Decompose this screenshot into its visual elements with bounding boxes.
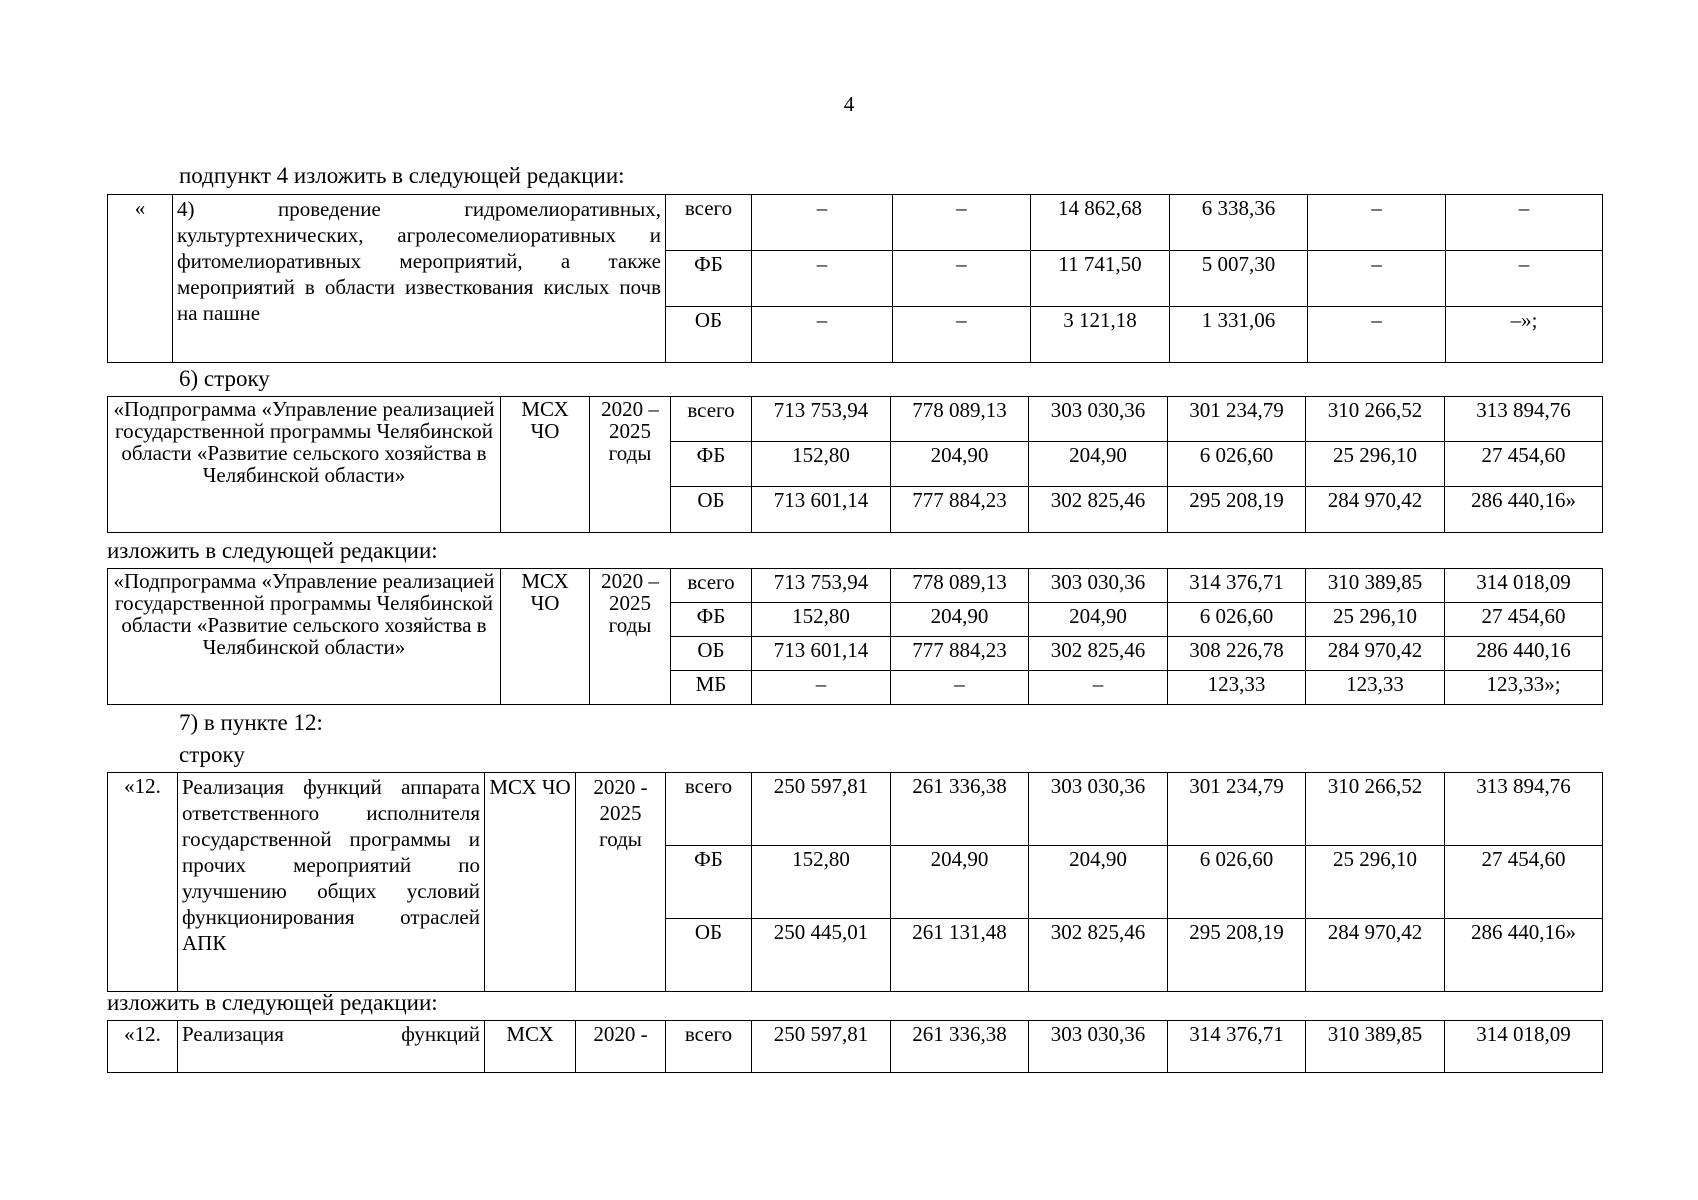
value-cell: 302 825,46 <box>1029 919 1168 992</box>
item-number: «12. <box>108 773 178 992</box>
funding-type: всего <box>666 773 752 846</box>
value-cell: 204,90 <box>891 442 1029 487</box>
value-cell: –»; <box>1446 307 1603 363</box>
value-cell: – <box>1308 251 1446 307</box>
value-cell: 302 825,46 <box>1029 487 1168 533</box>
value-cell: 314 376,71 <box>1168 1021 1306 1073</box>
heading-row: строку <box>179 742 245 767</box>
value-cell: – <box>1308 195 1446 251</box>
period: 2020 – 2025 годы <box>590 569 671 705</box>
value-cell: 713 601,14 <box>752 637 891 671</box>
value-cell: 295 208,19 <box>1168 487 1306 533</box>
value-cell: 261 131,48 <box>891 919 1029 992</box>
value-cell: 303 030,36 <box>1029 773 1168 846</box>
value-cell: – <box>1446 251 1603 307</box>
value-cell: 286 440,16 <box>1445 637 1603 671</box>
funding-type: ФБ <box>666 846 752 919</box>
value-cell: 5 007,30 <box>1170 251 1308 307</box>
value-cell: 14 862,68 <box>1031 195 1170 251</box>
value-cell: 778 089,13 <box>891 569 1029 603</box>
funding-type: ОБ <box>666 307 752 363</box>
value-cell: – <box>752 671 891 705</box>
value-cell: 123,33»; <box>1445 671 1603 705</box>
value-cell: 310 266,52 <box>1306 773 1445 846</box>
subprogram-description: «Подпрограмма «Управление реализацией государственной программы Челябинской области «Развитие сельского хозяйства в Челябинской области» <box>108 397 501 533</box>
period: 2020 - 2025 годы <box>576 773 666 992</box>
value-cell: 284 970,42 <box>1306 919 1445 992</box>
value-cell: 204,90 <box>891 603 1029 637</box>
funding-type: всего <box>666 1021 752 1073</box>
funding-type: ОБ <box>671 487 752 533</box>
funding-type: всего <box>671 397 752 442</box>
value-cell: 6 026,60 <box>1168 846 1306 919</box>
value-cell: 6 338,36 <box>1170 195 1308 251</box>
value-cell: 250 597,81 <box>752 773 891 846</box>
value-cell: 302 825,46 <box>1029 637 1168 671</box>
value-cell: – <box>893 195 1031 251</box>
value-cell: 286 440,16» <box>1445 487 1603 533</box>
value-cell: 301 234,79 <box>1168 397 1306 442</box>
funding-type: ОБ <box>671 637 752 671</box>
value-cell: 310 389,85 <box>1306 569 1445 603</box>
funding-type: всего <box>671 569 752 603</box>
table-subpoint-4 <box>107 194 1603 363</box>
value-cell: 295 208,19 <box>1168 919 1306 992</box>
measure-description: 4) проведение гидромелиоративных, культуртехнических, агролесомелиоративных и фитомелиоративных мероприятий, а также мероприятий в области известкования кислых почв на пашне <box>173 195 666 363</box>
value-cell: – <box>893 307 1031 363</box>
value-cell: – <box>1029 671 1168 705</box>
value-cell: 313 894,76 <box>1445 397 1603 442</box>
funding-type: ОБ <box>666 919 752 992</box>
value-cell: – <box>1308 307 1446 363</box>
value-cell: 310 389,85 <box>1306 1021 1445 1073</box>
value-cell: 27 454,60 <box>1445 603 1603 637</box>
value-cell: – <box>893 251 1031 307</box>
page-number: 4 <box>843 92 855 116</box>
value-cell: 6 026,60 <box>1168 603 1306 637</box>
value-cell: 313 894,76 <box>1445 773 1603 846</box>
item-description: Реализация функций аппарата ответственного исполнителя государственной программы и прочих мероприятий по улучшению общих условий функционирования отраслей АПК <box>178 773 485 992</box>
heading-new-edition-1: изложить в следующей редакции: <box>107 538 438 563</box>
value-cell: 6 026,60 <box>1168 442 1306 487</box>
value-cell: 303 030,36 <box>1029 397 1168 442</box>
value-cell: 301 234,79 <box>1168 773 1306 846</box>
value-cell: 261 336,38 <box>891 1021 1029 1073</box>
value-cell: 777 884,23 <box>891 487 1029 533</box>
value-cell: 713 753,94 <box>752 397 891 442</box>
value-cell: 27 454,60 <box>1445 442 1603 487</box>
executor: МСХ <box>485 1021 576 1073</box>
value-cell: 25 296,10 <box>1306 846 1445 919</box>
value-cell: 204,90 <box>891 846 1029 919</box>
executor: МСХ ЧО <box>485 773 576 992</box>
value-cell: 27 454,60 <box>1445 846 1603 919</box>
value-cell: – <box>752 251 893 307</box>
value-cell: 314 376,71 <box>1168 569 1306 603</box>
funding-type: ФБ <box>671 603 752 637</box>
value-cell: 204,90 <box>1029 846 1168 919</box>
value-cell: 204,90 <box>1029 603 1168 637</box>
funding-type: ФБ <box>666 251 752 307</box>
value-cell: 713 601,14 <box>752 487 891 533</box>
heading-point-12: 7) в пункте 12: <box>179 710 323 735</box>
value-cell: 284 970,42 <box>1306 487 1445 533</box>
value-cell: 314 018,09 <box>1445 569 1603 603</box>
value-cell: 303 030,36 <box>1029 569 1168 603</box>
value-cell: 777 884,23 <box>891 637 1029 671</box>
value-cell: 250 597,81 <box>752 1021 891 1073</box>
table-item-12-new <box>107 1020 1603 1073</box>
value-cell: 1 331,06 <box>1170 307 1308 363</box>
table-subprogram-old <box>107 396 1603 533</box>
value-cell: 314 018,09 <box>1445 1021 1603 1073</box>
value-cell: – <box>752 307 893 363</box>
funding-type: МБ <box>671 671 752 705</box>
value-cell: 3 121,18 <box>1031 307 1170 363</box>
table-item-12-old <box>107 772 1603 992</box>
value-cell: 713 753,94 <box>752 569 891 603</box>
value-cell: 261 336,38 <box>891 773 1029 846</box>
value-cell: 123,33 <box>1168 671 1306 705</box>
funding-type: всего <box>666 195 752 251</box>
value-cell: 25 296,10 <box>1306 603 1445 637</box>
item-description: Реализация функций <box>178 1021 485 1073</box>
table-subprogram-new <box>107 568 1603 705</box>
value-cell: 286 440,16» <box>1445 919 1603 992</box>
period: 2020 - <box>576 1021 666 1073</box>
value-cell: 152,80 <box>752 846 891 919</box>
value-cell: – <box>891 671 1029 705</box>
value-cell: 250 445,01 <box>752 919 891 992</box>
value-cell: 123,33 <box>1306 671 1445 705</box>
period: 2020 – 2025 годы <box>590 397 671 533</box>
heading-new-edition-2: изложить в следующей редакции: <box>107 990 438 1015</box>
value-cell: 310 266,52 <box>1306 397 1445 442</box>
value-cell: 308 226,78 <box>1168 637 1306 671</box>
value-cell: 11 741,50 <box>1031 251 1170 307</box>
executor: МСХ ЧО <box>501 397 590 533</box>
heading-subpoint-4: подпункт 4 изложить в следующей редакции: <box>179 163 625 188</box>
value-cell: 152,80 <box>752 442 891 487</box>
item-number: «12. <box>108 1021 178 1073</box>
value-cell: 303 030,36 <box>1029 1021 1168 1073</box>
value-cell: 152,80 <box>752 603 891 637</box>
value-cell: 778 089,13 <box>891 397 1029 442</box>
value-cell: – <box>1446 195 1603 251</box>
subprogram-description: «Подпрограмма «Управление реализацией государственной программы Челябинской области «Развитие сельского хозяйства в Челябинской области» <box>108 569 501 705</box>
funding-type: ФБ <box>671 442 752 487</box>
value-cell: 204,90 <box>1029 442 1168 487</box>
value-cell: 25 296,10 <box>1306 442 1445 487</box>
heading-row-6: 6) строку <box>179 366 270 391</box>
quote-mark: « <box>108 195 173 363</box>
executor: МСХ ЧО <box>501 569 590 705</box>
value-cell: 284 970,42 <box>1306 637 1445 671</box>
value-cell: – <box>752 195 893 251</box>
